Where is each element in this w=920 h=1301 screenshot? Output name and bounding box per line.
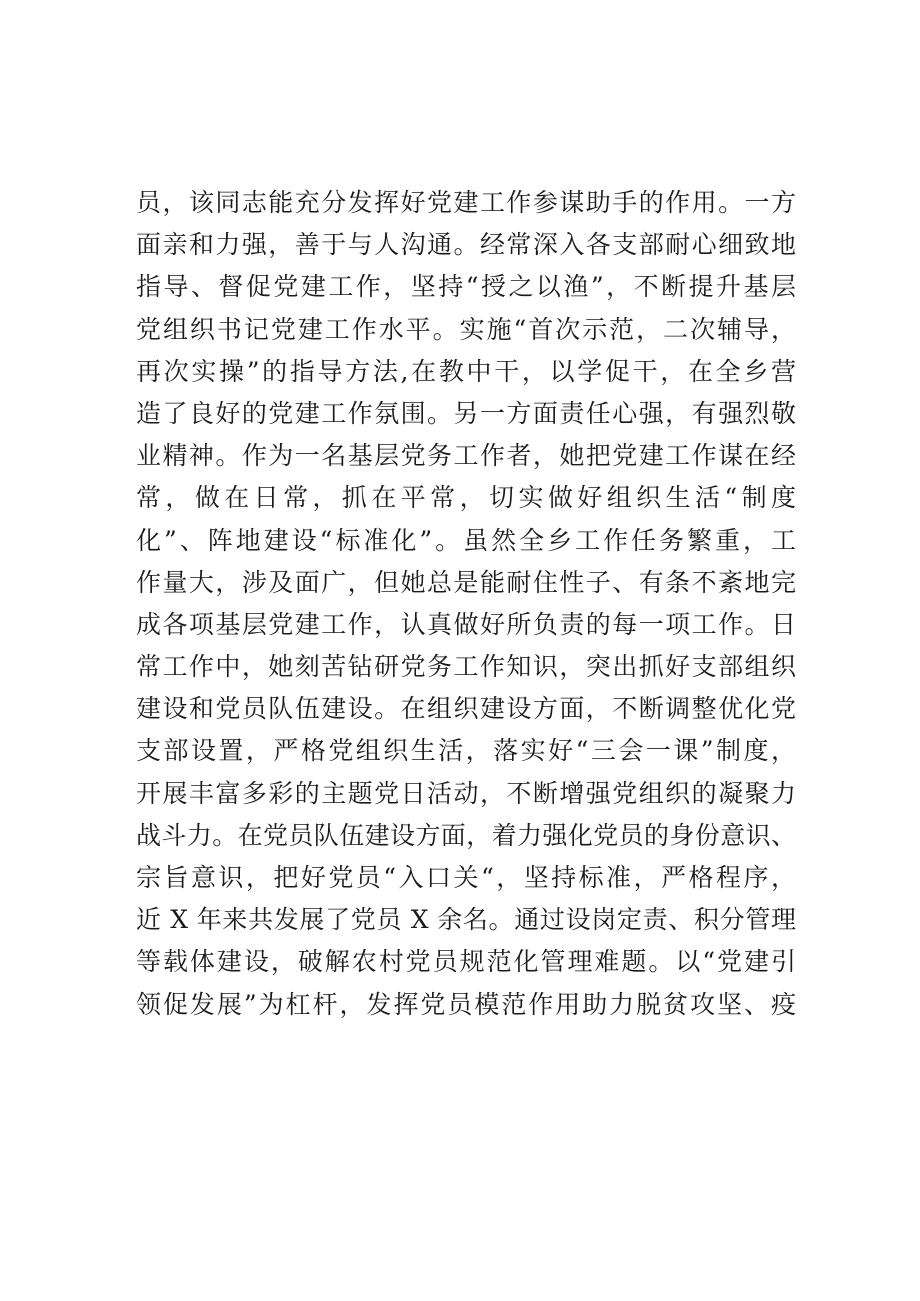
text-line: 成各项基层党建工作，认真做好所负责的每一项工作。日 bbox=[136, 609, 796, 639]
text-line: 领促发展”为杠杆，发挥党员模范作用助力脱贫攻坚、疫 bbox=[136, 989, 796, 1019]
text-line: 化”、阵地建设“标准化”。虽然全乡工作任务繁重，工 bbox=[136, 525, 796, 555]
text-line: 支部设置，严格党组织生活，落实好“三会一课”制度， bbox=[136, 736, 796, 766]
body-paragraph bbox=[136, 182, 796, 1026]
text-line: 作量大，涉及面广，但她总是能耐住性子、有条不紊地完 bbox=[136, 567, 796, 597]
text-line: 近 X 年来共发展了党员 X 余名。通过设岗定责、积分管理 bbox=[136, 905, 796, 935]
text-line: 再次实操”的指导方法,在教中干，以学促干，在全乡营 bbox=[136, 356, 796, 386]
text-line: 业精神。作为一名基层党务工作者，她把党建工作谋在经 bbox=[136, 441, 796, 471]
text-line: 面亲和力强，善于与人沟通。经常深入各支部耐心细致地 bbox=[136, 230, 796, 260]
text-line: 战斗力。在党员队伍建设方面，着力强化党员的身份意识、 bbox=[136, 820, 796, 850]
text-line: 指导、督促党建工作，坚持“授之以渔”，不断提升基层 bbox=[136, 272, 796, 302]
text-line: 造了良好的党建工作氛围。另一方面责任心强，有强烈敬 bbox=[136, 398, 796, 428]
text-line: 员，该同志能充分发挥好党建工作参谋助手的作用。一方 bbox=[136, 188, 796, 217]
text-line: 宗旨意识，把好党员“入口关“，坚持标准，严格程序， bbox=[136, 863, 796, 892]
text-line: 开展丰富多彩的主题党日活动，不断增强党组织的凝聚力 bbox=[136, 778, 796, 808]
text-line: 常工作中，她刻苦钻研党务工作知识，突出抓好支部组织 bbox=[136, 652, 796, 682]
text-line: 建设和党员队伍建设。在组织建设方面，不断调整优化党 bbox=[136, 694, 796, 724]
text-line: 等载体建设，破解农村党员规范化管理难题。以“党建引 bbox=[136, 947, 796, 977]
text-line: 常，做在日常，抓在平常，切实做好组织生活“制度 bbox=[136, 483, 796, 513]
text-line: 党组织书记党建工作水平。实施“首次示范，二次辅导， bbox=[136, 314, 796, 344]
